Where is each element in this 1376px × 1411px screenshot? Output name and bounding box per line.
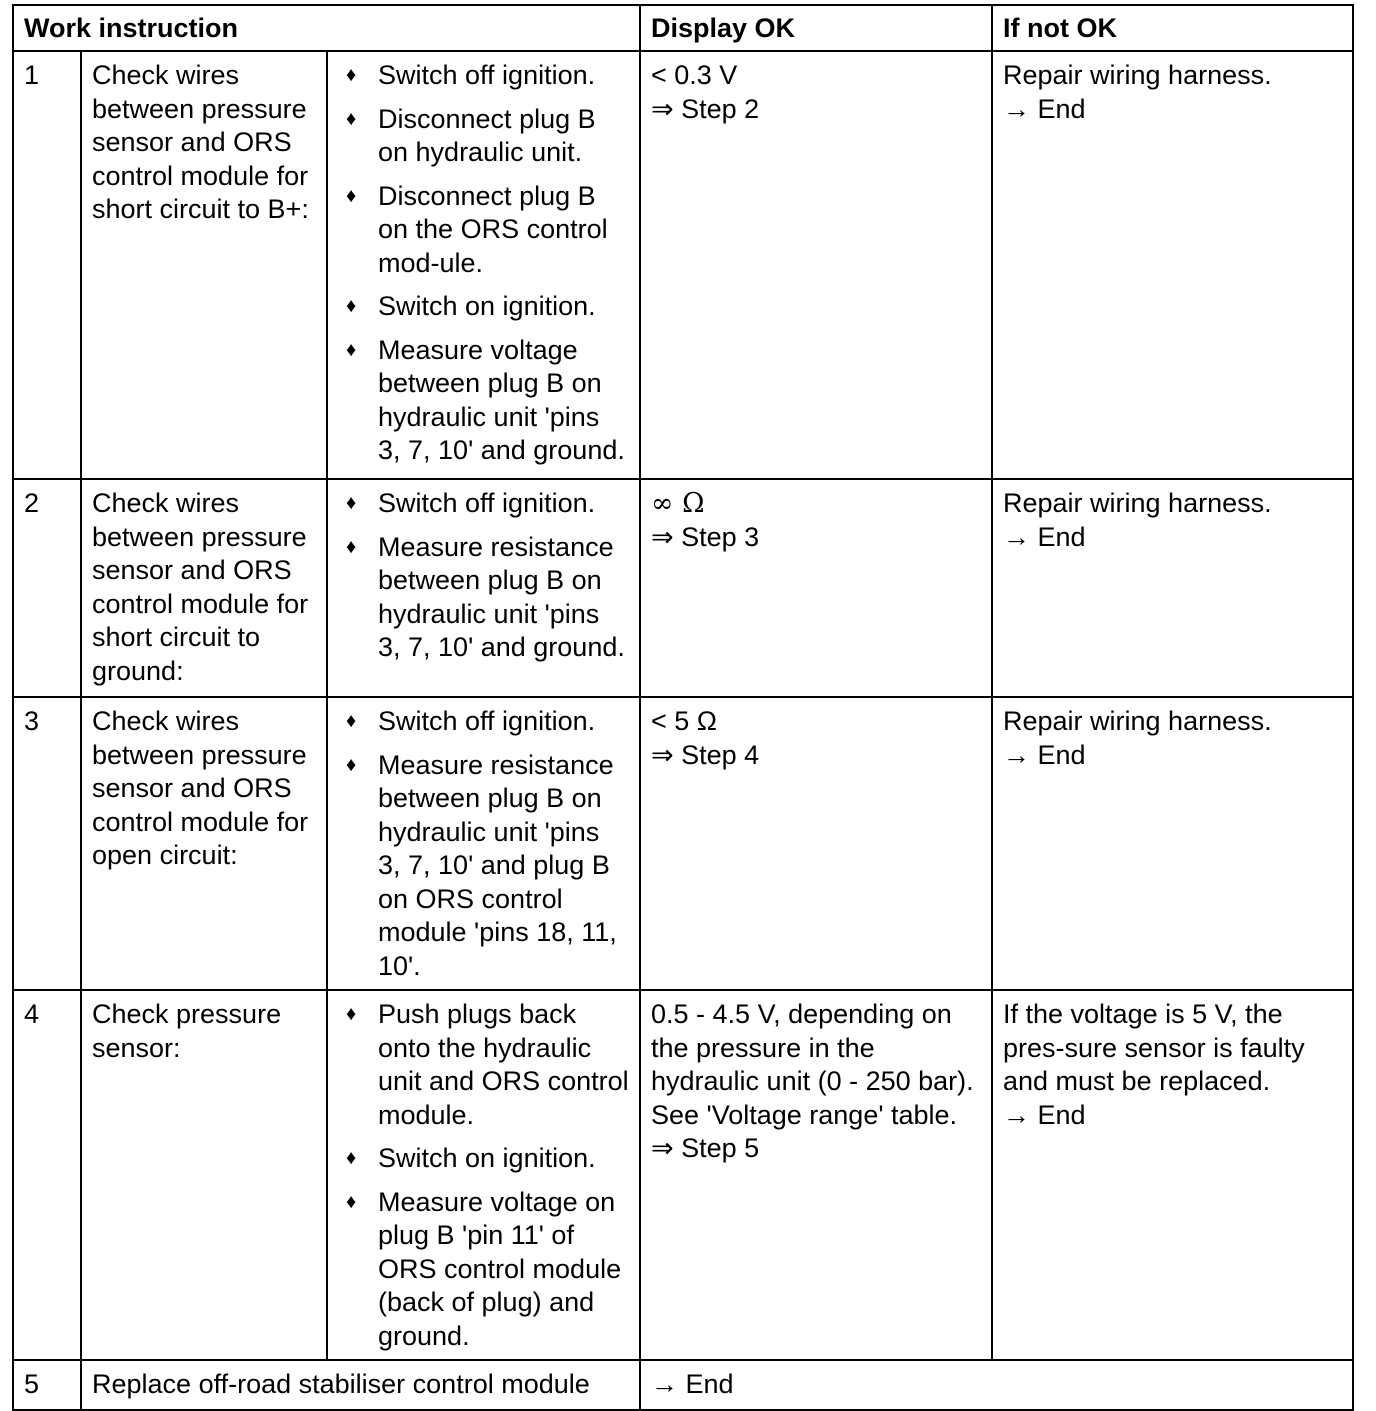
procedure-steps — [327, 479, 640, 697]
list-item: ♦ Switch off ignition. — [338, 487, 629, 521]
expected-value: < 5 Ω — [651, 706, 717, 736]
end-link: → End — [1003, 739, 1086, 770]
step-number: 5 — [13, 1360, 81, 1410]
diamond-bullet-icon: ♦ — [346, 64, 357, 86]
work-instruction-table — [12, 4, 1354, 1411]
table-row — [13, 479, 1353, 697]
list-item: ♦ Switch off ignition. — [338, 59, 629, 93]
next-step: ⇒ Step 5 — [651, 1133, 760, 1163]
display-ok-cell — [640, 51, 992, 479]
remedy-text: Repair wiring harness. — [1003, 706, 1272, 736]
list-item: ♦ Push plugs back onto the hydraulic unit and ORS control module. — [346, 999, 629, 1130]
next-step: ⇒ Step 2 — [651, 93, 760, 124]
list-item: ♦ Disconnect plug B on the ORS control mod-ule. — [346, 180, 608, 278]
if-not-ok-cell — [992, 479, 1353, 697]
diamond-bullet-icon: ♦ — [346, 753, 357, 776]
procedure-steps — [327, 697, 640, 990]
step-number: 4 — [13, 990, 81, 1360]
end-link: → End — [1003, 1099, 1086, 1130]
table-row — [13, 51, 1353, 479]
diamond-bullet-icon: ♦ — [346, 338, 357, 361]
display-ok-cell — [640, 479, 992, 697]
step-number: 2 — [13, 479, 81, 697]
final-instruction: Replace off-road stabiliser control module — [81, 1360, 640, 1410]
table-row — [13, 697, 1353, 990]
if-not-ok-cell — [992, 697, 1353, 990]
step-number: 1 — [13, 51, 81, 479]
end-link: → End — [1003, 93, 1086, 124]
remedy-text: Repair wiring harness. — [1003, 60, 1272, 90]
work-instruction-document — [12, 4, 1354, 1411]
end-link: → End — [1003, 521, 1086, 552]
expected-value: 0.5 - 4.5 V, depending on the pressure in the hydraulic unit (0 - 250 bar). — [651, 999, 974, 1096]
remedy-text: If the voltage is 5 V, the pres-sure sensor is faulty and must be replaced. — [1003, 999, 1305, 1096]
if-not-ok-cell — [992, 51, 1353, 479]
header-display-ok: Display OK — [640, 5, 992, 51]
step-number: 3 — [13, 697, 81, 990]
display-ok-cell — [640, 990, 992, 1360]
list-item: ♦ Measure voltage on plug B 'pin 11' of ORS control module (back of plug) and ground. — [346, 1186, 622, 1351]
diamond-bullet-icon: ♦ — [346, 107, 357, 130]
if-not-ok-cell — [992, 990, 1353, 1360]
procedure-steps — [327, 51, 640, 479]
see-table-note: See 'Voltage range' table. — [651, 1099, 958, 1130]
header-if-not-ok: If not OK — [992, 5, 1353, 51]
procedure-steps — [327, 990, 640, 1360]
display-ok-cell — [640, 697, 992, 990]
list-item: ♦ Switch off ignition. — [338, 705, 629, 739]
table-row — [13, 1360, 1353, 1410]
expected-value: ∞ Ω — [651, 488, 705, 519]
table-header-row — [13, 5, 1353, 51]
final-result: → End — [640, 1360, 1353, 1410]
table-row — [13, 990, 1353, 1360]
expected-value: < 0.3 V — [651, 60, 738, 90]
diamond-bullet-icon: ♦ — [346, 710, 357, 732]
list-item: ♦ Switch on ignition. — [338, 1142, 629, 1176]
diamond-bullet-icon: ♦ — [346, 492, 357, 514]
diamond-bullet-icon: ♦ — [346, 295, 357, 317]
check-description: Check pressure sensor: — [81, 990, 327, 1360]
next-step: ⇒ Step 3 — [651, 521, 760, 552]
header-work-instruction: Work instruction — [13, 5, 640, 51]
list-item: ♦ Measure voltage between plug B on hydraulic unit 'pins 3, 7, 10' and ground. — [346, 334, 625, 465]
diamond-bullet-icon: ♦ — [346, 1190, 357, 1213]
list-item: ♦ Measure resistance between plug B on hydraulic unit 'pins 3, 7, 10' and plug B on ORS control module 'pins 18, 11, 10'. — [346, 749, 617, 981]
next-step: ⇒ Step 4 — [651, 739, 760, 770]
diamond-bullet-icon: ♦ — [346, 184, 357, 207]
list-item: ♦ Measure resistance between plug B on hydraulic unit 'pins 3, 7, 10' and ground. — [346, 531, 625, 662]
check-description: Check wires between pressure sensor and ORS control module for short circuit to ground: — [81, 479, 327, 697]
check-description: Check wires between pressure sensor and ORS control module for short circuit to B+: — [81, 51, 327, 479]
list-item: ♦ Disconnect plug B on hydraulic unit. — [346, 103, 596, 167]
diamond-bullet-icon: ♦ — [346, 1003, 357, 1025]
list-item: ♦ Switch on ignition. — [338, 290, 629, 324]
check-description: Check wires between pressure sensor and ORS control module for open circuit: — [81, 697, 327, 990]
remedy-text: Repair wiring harness. — [1003, 488, 1272, 518]
diamond-bullet-icon: ♦ — [346, 535, 357, 558]
diamond-bullet-icon: ♦ — [346, 1147, 357, 1169]
